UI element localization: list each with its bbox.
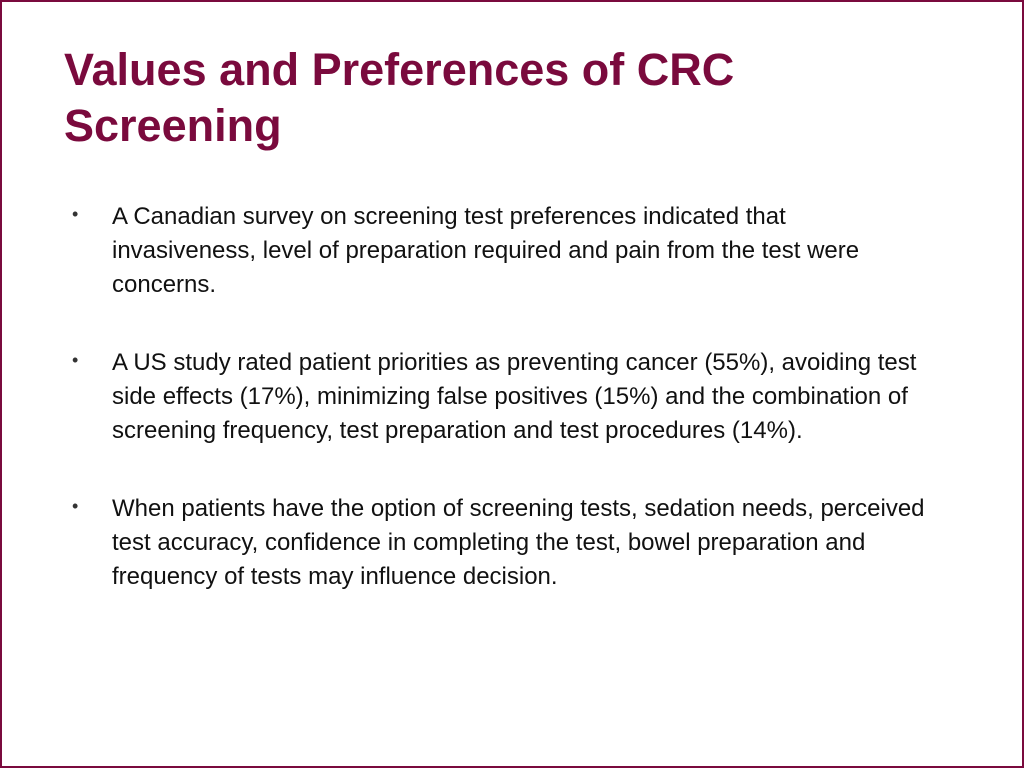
slide-title-line-1: Values and Preferences of CRC	[64, 44, 735, 95]
bullet-text: A US study rated patient priorities as preventing cancer (55%), avoiding test side effects (17%), minimizing false positives (15%) and the combination of screening frequency, test preparation and test procedures (14%).	[112, 349, 917, 444]
bullet-list	[72, 200, 932, 594]
bullet-icon: •	[72, 204, 79, 224]
bullet-item	[72, 346, 932, 448]
bullet-icon: •	[72, 496, 79, 516]
bullet-text: A Canadian survey on screening test preferences indicated that invasiveness, level of preparation required and pain from the test were concerns.	[112, 203, 860, 298]
bullet-text: When patients have the option of screening tests, sedation needs, perceived test accuracy, confidence in completing the test, bowel preparation and frequency of tests may influence decision.	[112, 495, 925, 590]
bullet-item	[72, 200, 932, 302]
bullet-item	[72, 492, 932, 594]
slide-title	[64, 42, 964, 154]
bullet-icon: •	[72, 350, 79, 370]
slide-title-line-2: Screening	[64, 100, 282, 151]
